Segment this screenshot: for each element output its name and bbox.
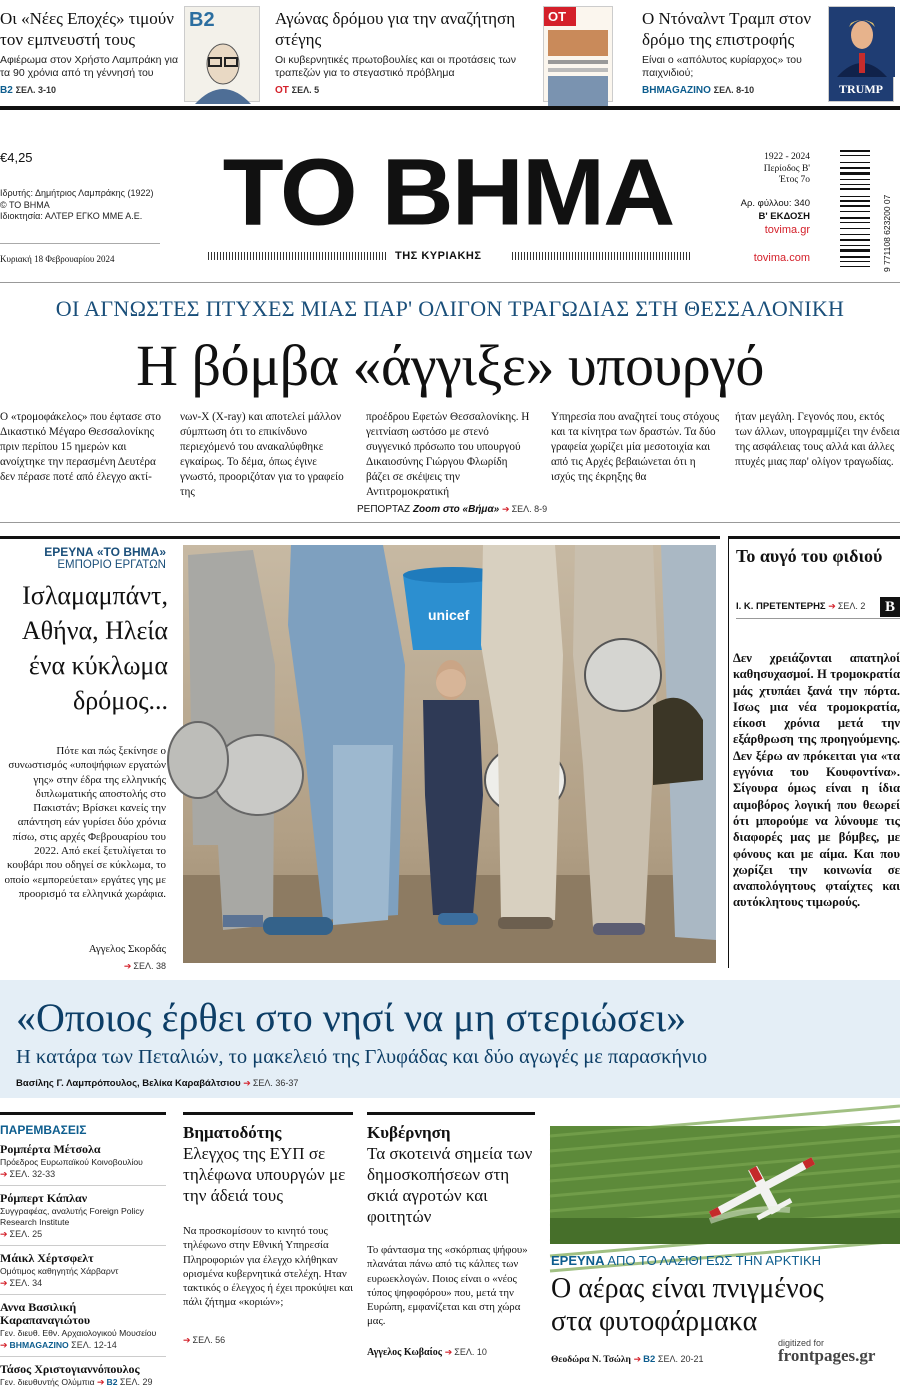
arrow-icon: ➔ — [183, 1334, 191, 1345]
top-rule — [183, 1112, 353, 1115]
page-ref: ΣΕΛ. 56 — [192, 1334, 226, 1345]
investigation-subkicker: ΕΜΠΟΡΙΟ ΕΡΓΑΤΩΝ — [57, 559, 166, 571]
years: 1922 - 2024 — [764, 152, 810, 162]
intervention-item[interactable] — [0, 1301, 166, 1357]
barcode-bar — [840, 164, 870, 166]
banner-subhead: Η κατάρα των Πεταλιών, το μακελειό της Γλυφάδας και δύο αγωγές με παρασκήνιο — [16, 1046, 708, 1068]
column-head: Βηματοδότης — [183, 1123, 282, 1142]
barcode-bar — [840, 170, 870, 171]
intervention-name: Μάικλ Χέρτσφελτ — [0, 1251, 94, 1265]
page-ref: ΣΕΛ. 12-14 — [71, 1340, 117, 1350]
arrow-icon: ➔ — [123, 961, 132, 971]
barcode-bar — [840, 153, 870, 154]
teaser-title: Οι «Νέες Εποχές» τιμούν τον εμπνευστή τους — [0, 9, 174, 49]
teaser-divider — [0, 106, 900, 110]
teaser-title: Αγώνας δρόμου για την αναζήτηση στέγης — [275, 9, 516, 49]
barcode-bar — [840, 209, 870, 210]
feature-headline[interactable]: Ο αέρας είναι πνιγμένος στα φυτοφάρμακα — [551, 1273, 824, 1337]
page-ref: ΣΕΛ. 10 — [454, 1346, 487, 1357]
arrow-icon: ➔ — [96, 1377, 105, 1387]
barcode-bar — [840, 236, 870, 237]
barcode-bar — [840, 162, 870, 163]
barcode-bar — [840, 263, 870, 265]
lead-col-5: ήταν μεγάλη. Γεγονός που, εκτός των άλλων, υπογραμμίζει την ένδεια της ασφάλειας τους αλλά και άλλες πτυχές μιας παρ' ολίγον τραγωδίας. — [735, 411, 900, 468]
barcode-bar — [840, 213, 870, 216]
top-rule — [367, 1112, 535, 1115]
page-ref: ΣΕΛ. 5 — [291, 85, 320, 95]
thumb-label: B2 — [189, 9, 215, 31]
teaser-thumbnail — [184, 6, 260, 102]
investigation-body: Πότε και πώς ξεκίνησε ο συνωστισμός «υποψήφιων εργατών γης» στην έδρα της ελληνικής διπλωματικής αποστολής στο Πακιστάν; Βρίσκει κανείς την απάντηση εάν γυρίσει δύο χρόνια πίσω, στις αρχές Φεβρουαρίου του 2022. Από εκεί ξετυλίγεται το κουβάρι που οδηγεί σε κύκλωμα, το οποίο «εμπορεύεται» εργάτες γης με προορισμό τα ελληνικά χωράφια. — [4, 745, 166, 900]
barcode-bar — [840, 225, 870, 227]
interventions-list — [0, 1143, 166, 1393]
barcode-bar — [840, 150, 870, 152]
arrow-icon: ➔ — [0, 1278, 8, 1288]
intervention-name: Τάσος Χριστογιαννόπουλος — [0, 1362, 140, 1376]
teaser-text: Αφιέρωμα στον Χρήστο Λαμπράκη για τα 90 χρόνια από τη γέννησή του — [0, 54, 179, 79]
page-ref: ΣΕΛ. 29 — [119, 1377, 153, 1387]
column-body: Να προσκομίσουν το κινητό τους τηλέφωνο στην Εθνική Υπηρεσία Πληροφοριών για έλεγχο κλήθηκαν ορισμένα κυβερνητικά στελέχη. Ηταν τακτικός ο έλεγχος ή έχει προκύψει και πάλι ζήτημα «κοριών»; — [183, 1225, 353, 1309]
price: €4,25 — [0, 150, 33, 165]
intervention-item[interactable] — [0, 1192, 166, 1246]
teaser-3[interactable] — [640, 0, 900, 106]
editorial-badge: B — [880, 597, 900, 617]
page-ref: ΣΕΛ. 3-10 — [15, 85, 56, 95]
investigation-photo[interactable] — [177, 545, 716, 965]
newspaper-title[interactable]: ΤΟ ΒΗΜΑ — [222, 138, 674, 246]
page-ref: ΣΕΛ. 32-33 — [9, 1169, 56, 1179]
page-ref: ΣΕΛ. 8-10 — [713, 85, 755, 95]
arrow-icon: ➔ — [0, 1340, 8, 1350]
barcode — [840, 150, 870, 272]
barcode-bar — [840, 268, 870, 271]
period: Περίοδος Β' — [763, 163, 810, 174]
intervention-role: Πρόεδρος Ευρωπαϊκού Κοινοβουλίου — [0, 1157, 143, 1167]
section-tag: Β2 — [106, 1377, 118, 1387]
photo-credit: REUTERS / Akhtar Soomro — [177, 885, 184, 965]
intervention-role: Γεν. διευθυντής Ολύμπια — [0, 1377, 95, 1387]
barcode-bar — [840, 253, 870, 254]
barcode-bar — [840, 266, 870, 267]
barcode-bar — [840, 249, 870, 252]
copyright-line: © ΤΟ ΒΗΜΑ — [0, 199, 50, 210]
lead-col-2: νων-Χ (X-ray) και αποτελεί μάλλον σύμπτωση ότι το επικίνδυνο περιεχόμενό του ανακαλύφθηκε εγκαίρως. Το δέμα, όπως έγινε γνωστό, προοριζόταν για το γραφείο της — [180, 411, 344, 498]
report-ref[interactable] — [357, 504, 547, 515]
barcode-bar — [840, 239, 870, 241]
barcode-bar — [840, 186, 870, 187]
investigation-headline[interactable]: Ισλαμαμπάντ, Αθήνα, Ηλεία ένα κύκλωμα δρόμος... — [21, 581, 168, 715]
barcode-bar — [840, 200, 870, 202]
investigation-author: Αγγελος Σκορδάς — [88, 943, 166, 955]
intervention-item[interactable] — [0, 1363, 166, 1393]
page-ref: ΣΕΛ. 8-9 — [511, 504, 548, 514]
arrow-icon: ➔ — [243, 1078, 251, 1088]
barcode-bar — [840, 245, 870, 246]
banner-authors: Βασίλης Γ. Λαμπρόπουλος, Βελίκα Καραβάλτσιου — [16, 1078, 241, 1089]
arrow-icon: ➔ — [444, 1346, 453, 1357]
column-subhead: Ελεγχος της ΕΥΠ σε τηλέφωνα υπουργών με την άδειά τους — [183, 1144, 346, 1205]
barcode-bar — [840, 188, 870, 190]
masthead-stripe-left — [208, 252, 386, 260]
arrow-icon: ➔ — [633, 1354, 642, 1364]
section-tag: ΟΤ — [275, 85, 289, 96]
intervention-item[interactable] — [0, 1252, 166, 1295]
trump-portrait — [829, 7, 895, 77]
intervention-name: Ρομπέρτα Μέτσολα — [0, 1142, 101, 1156]
lead-col-3: προέδρου Εφετών Θεσσαλονίκης. Η γειτνίαση ωστόσο με στενό συγγενικό πρόσωπο του υπουργού Δικαιοσύνης Γιώργου Φλωρίδη βάζει σε σκέψεις την Αντιτρομοκρατική — [366, 411, 530, 498]
intervention-name: Αννα Βασιλική Καραπαναγιώτου — [0, 1300, 91, 1327]
investigation-page[interactable]: ➔ ΣΕΛ. 38 — [123, 961, 166, 971]
barcode-bar — [840, 261, 870, 262]
editorial-body: Δεν χρειάζονται απατηλοί καθησυχασμοί. Η τρομοκρατία μάς χτυπάει ξανά την πόρτα. Ισως μια νέα τρομοκρατία, είκοσι χρόνια μετά την εξάρθρωση της προηγούμενης. Δεν ξέρω αν πρόκειται για «τα εγγόνια του Κουφοντίνα». Σίγουρα όμως είναι η ίδια αιμοβόρος λογική που θεωρεί ότι μπορούμε να λύνουμε τις διαφορές μας με βόμβες, με φόνους και με αίμα. Και που χωρίζει την κοινωνία σε αναπολόγητους φταίχτες και αυτόκλητους τιμωρούς. — [733, 651, 900, 910]
barcode-bar — [840, 259, 870, 260]
report-link: Zoom στο «Βήμα» — [412, 504, 500, 515]
feature-byline: Θεοδώρα Ν. Τσώλη ➔ Β2 ΣΕΛ. 20-21 — [551, 1354, 704, 1365]
portrait-sketch — [185, 34, 261, 104]
barcode-bar — [840, 179, 870, 180]
feature-kicker: ΕΡΕΥΝΑ ΑΠΟ ΤΟ ΛΑΣΙΘΙ ΕΩΣ ΤΗΝ ΑΡΚΤΙΚΗ — [551, 1253, 822, 1268]
column-vimatodotis[interactable] — [183, 1112, 353, 1370]
column-kyvernisi[interactable] — [367, 1112, 535, 1370]
issue-number: Αρ. φύλλου: 340 — [740, 198, 810, 209]
barcode-bar — [840, 181, 870, 183]
arrow-icon: ➔ — [0, 1169, 8, 1179]
lead-kicker: ΟΙ ΑΓΝΩΣΤΕΣ ΠΤΥΧΕΣ ΜΙΑΣ ΠΑΡ' ΟΛΙΓΟΝ ΤΡΑΓΩΔΙΑΣ ΣΤΗ ΘΕΣΣΑΛΟΝΙΚΗ — [55, 296, 845, 321]
editorial-byline[interactable]: Ι. Κ. ΠΡΕΤΕΝΤΕΡΗΣ ➔ ΣΕΛ. 2 — [736, 601, 866, 612]
barcode-digits: 9 771108 623200 07 — [882, 194, 892, 272]
teaser-text: Είναι ο «απόλυτος κυρίαρχος» του παιχνιδιού; — [642, 54, 802, 79]
edition: Β' ΕΚΔΟΣΗ — [758, 211, 810, 222]
teaser-thumbnail — [828, 6, 894, 102]
website-com[interactable]: tovima.com — [753, 252, 810, 264]
issue-date: Κυριακή 18 Φεβρουαρίου 2024 — [0, 254, 115, 264]
masthead-stripe-right — [512, 252, 690, 260]
section-tag: ΒΗΜΑGAZINO — [642, 85, 711, 96]
column-head: Κυβέρνηση — [367, 1123, 451, 1142]
intervention-role: Συγγραφέας, αναλυτής Foreign Policy Research Institute — [0, 1206, 144, 1227]
barcode-bar — [840, 211, 870, 212]
editorial-author: Ι. Κ. ΠΡΕΤΕΝΤΕΡΗΣ — [736, 601, 826, 612]
barcode-bar — [840, 155, 870, 156]
year-no: Έτος 7ο — [779, 175, 810, 185]
owner-line: Ιδιοκτησία: ΑΛΤΕΡ ΕΓΚΟ ΜΜΕ Α.Ε. — [0, 211, 143, 221]
watermark: digitized for frontpages.gr — [778, 1338, 876, 1365]
barcode-bar — [840, 158, 870, 161]
banner[interactable]: «Οποιος έρθει στο νησί να μη στεριώσει» Η κατάρα των Πεταλιών, το μακελειό της Γλυφάδας και δύο αγωγές με παρασκήνιο Βασίλης Γ. Λαμπρόπουλος, Βελίκα Καραβάλτσιου ➔ ΣΕΛ. 36-37 — [0, 980, 900, 1098]
barcode-bar — [840, 172, 870, 175]
thumb-label: ΟΤ — [544, 7, 576, 26]
newspaper-subtitle: ΤΗΣ ΚΥΡΙΑΚΗΣ — [395, 250, 482, 262]
barcode-bar — [840, 192, 870, 195]
lead-headline[interactable]: Η βόμβα «άγγιξε» υπουργό — [136, 333, 764, 398]
barcode-bar — [840, 184, 870, 185]
lead-col-4: Υπηρεσία που αναζητεί τους στόχους και τα κίνητρα των δραστών. Τα δύο γραφεία χωρίζει μία μεσοτοιχία και από τις Αρχές βεβαιώνεται ότι η ισχύς της έκρηξης θα — [551, 411, 720, 483]
intervention-name: Ρόμπερτ Κάπλαν — [0, 1191, 88, 1205]
section-tag: Β2 — [0, 85, 13, 96]
arrow-icon: ➔ — [0, 1229, 8, 1239]
left-rule — [0, 243, 160, 244]
masthead-divider — [0, 282, 900, 283]
barcode-bar — [840, 217, 870, 219]
lead-top-rule — [0, 536, 720, 539]
section-tag: ΒΗΜΑGAZINO — [9, 1340, 69, 1350]
barcode-bar — [840, 222, 870, 223]
page-ref: ΣΕΛ. 34 — [9, 1278, 43, 1288]
teaser-title: Ο Ντόναλντ Τραμπ στον δρόμο της επιστροφής — [642, 9, 812, 49]
founder-line: Ιδρυτής: Δημήτριος Λαμπράκης (1922) — [0, 188, 154, 198]
page-ref: ΣΕΛ. 25 — [9, 1229, 43, 1239]
barcode-bar — [840, 230, 870, 233]
barcode-bar — [840, 256, 870, 258]
report-label: ΡΕΠΟΡΤΑΖ — [357, 504, 411, 515]
column-subhead: Τα σκοτεινά σημεία των δημοσκοπήσεων στη σκιά αγροτών και φοιτητών — [367, 1144, 533, 1226]
intervention-item[interactable] — [0, 1143, 166, 1186]
barcode-bar — [840, 205, 870, 207]
banner-headline: «Οποιος έρθει στο νησί να μη στεριώσει» — [16, 995, 687, 1040]
website-gr[interactable]: tovima.gr — [764, 224, 810, 236]
barcode-bar — [840, 177, 870, 178]
thumb-label: TRUMP — [839, 82, 883, 96]
bucket-label: unicef — [428, 607, 470, 623]
interventions — [0, 1112, 166, 1387]
feature-author: Θεοδώρα Ν. Τσώλη — [551, 1355, 631, 1365]
intervention-role: Ομότιμος καθηγητής Χάρβαρντ — [0, 1266, 119, 1276]
barcode-bar — [840, 234, 870, 235]
barcode-bar — [840, 198, 870, 199]
barcode-bar — [840, 247, 870, 248]
column-author: Αγγελος Κωβαίος — [367, 1346, 442, 1358]
barcode-bar — [840, 196, 870, 197]
editorial-top-rule — [728, 536, 900, 539]
teaser-1[interactable] — [0, 0, 265, 106]
editorial-rule-2 — [736, 618, 900, 619]
barcode-bar — [840, 220, 870, 221]
feature-photo[interactable] — [550, 1126, 900, 1244]
interventions-header: ΠΑΡΕΜΒΑΣΕΙΣ — [0, 1123, 87, 1137]
arrow-icon: ➔ — [828, 601, 836, 611]
barcode-bar — [840, 228, 870, 229]
teaser-thumbnail — [543, 6, 613, 102]
lead-col-1: Ο «τρομοφάκελος» που έφτασε στο Δικαστικό Μέγαρο Θεσσαλονίκης πριν περίπου 15 ημερών και ανοίχτηκε την περασμένη Δευτέρα δεν πέρασε ποτέ από έλεγχο ακτί- — [0, 411, 161, 483]
barcode-bar — [840, 203, 870, 204]
arrow-icon: ➔ — [502, 504, 510, 514]
teaser-text: Οι κυβερνητικές πρωτοβουλίες και οι προτάσεις των τραπεζών για το στεγαστικό πρόβλημα — [275, 54, 516, 79]
teaser-2[interactable] — [275, 0, 627, 106]
barcode-bar — [840, 167, 870, 169]
intervention-role: Γεν. διευθ. Εθν. Αρχαιολογικού Μουσείου — [0, 1328, 157, 1338]
editorial-title[interactable]: Το αυγό του φιδιού — [736, 546, 883, 566]
barcode-bar — [840, 242, 870, 244]
lead-bottom-rule — [0, 522, 900, 523]
investigation-kicker: ΕΡΕΥΝΑ «ΤΟ ΒΗΜΑ» — [44, 545, 166, 559]
editorial-rule — [728, 536, 729, 968]
column-body: Το φάντασμα της «σκόρπιας ψήφου» πλανάται πάνω από τις κάλπες των ευρωεκλογών. Ποιος είναι ο «νέος τύπος ψηφοφόρου» που, μετά την Ευρώπη, εμφανίζεται και στη χώρα μας. — [367, 1244, 528, 1328]
interventions-top-rule — [0, 1112, 166, 1115]
